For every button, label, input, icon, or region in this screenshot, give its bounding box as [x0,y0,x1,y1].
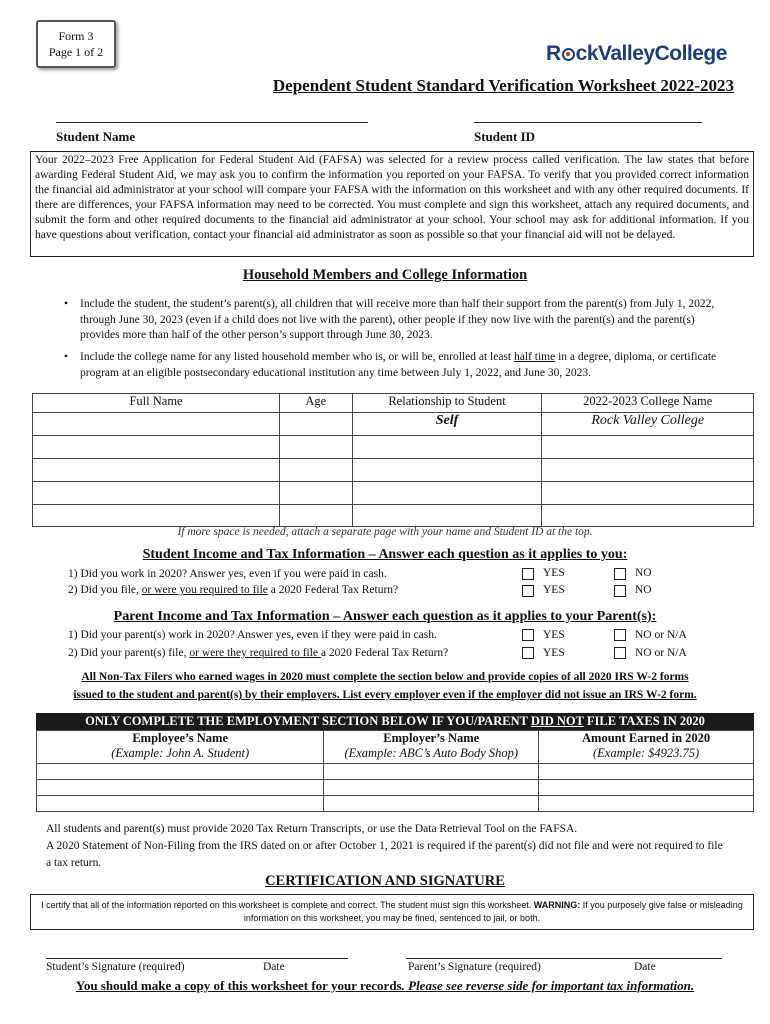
footer-part-1: You should make a copy of this worksheet for your records [75,978,402,993]
relationship-cell[interactable]: Self [352,413,542,436]
table-row [33,505,754,527]
parent-q1-yes-label: YES [543,629,565,641]
bullet-icon: • [64,351,69,363]
employer-name-example: (Example: ABC’s Auto Body Shop) [344,746,519,760]
form-number-box [36,20,116,68]
table-row [33,459,754,482]
bullet-2-half-time: half time [514,351,556,363]
certification-heading: CERTIFICATION AND SIGNATURE [265,873,505,889]
parent-signature-label: Parent’s Signature (required) [408,961,541,973]
student-q2-yes-checkbox[interactable] [522,585,534,597]
household-table [32,393,754,527]
amount-earned-example: (Example: $4923.75) [592,746,700,760]
age-cell[interactable] [280,482,353,505]
student-q1-no-checkbox[interactable] [614,568,626,580]
college-cell[interactable] [542,436,754,459]
cert-text-a: I certify that all of the information reported on this worksheet is complete and correct. The student must sign this worksheet. [41,900,534,910]
age-cell[interactable] [280,505,353,527]
table-row [33,482,754,505]
parent-q1: 1) Did your parent(s) work in 2020? Answer yes, even if they were paid in cash. [68,629,437,641]
college-cell[interactable] [542,482,754,505]
parent-q2-yes-checkbox[interactable] [522,647,534,659]
employee-cell[interactable] [37,780,324,796]
full-name-cell[interactable] [33,413,280,436]
table-row [37,796,754,812]
parent-q2-no-checkbox[interactable] [614,647,626,659]
parent-date-label: Date [634,961,656,973]
full-name-cell[interactable] [33,436,280,459]
student-name-line[interactable] [56,122,368,123]
parent-q1-yes-checkbox[interactable] [522,629,534,641]
student-signature-line[interactable] [46,958,348,959]
employee-name-header: Employee’s Name [132,731,229,745]
form-number: Form 3 [58,29,94,43]
college-cell[interactable] [542,505,754,527]
parent-q2-underlined: or were they required to file [189,647,321,659]
logo-o-icon [562,48,575,61]
bullet-icon: • [64,298,69,310]
household-heading: Household Members and College Information [242,267,528,283]
table-row [33,436,754,459]
employer-name-header: Employer’s Name [383,731,480,745]
col-employee-name [37,731,324,764]
table-row [33,413,754,436]
amount-cell[interactable] [539,780,754,796]
student-q2-no-label: NO [635,584,652,596]
parent-income-heading: Parent Income and Tax Information – Answer each question as it applies to your Parent(s): [113,609,657,624]
student-name-label: Student Name [56,129,136,144]
employment-table [36,730,754,812]
bullet-2-part-a: Include the college name for any listed household member who is, or will be, enrolled at least [80,351,514,363]
student-q2-yes-label: YES [543,584,565,596]
amount-cell[interactable] [539,764,754,780]
parent-signature-line[interactable] [406,958,722,959]
full-name-cell[interactable] [33,482,280,505]
college-cell[interactable]: Rock Valley College [542,413,754,436]
age-cell[interactable] [280,459,353,482]
student-date-label: Date [263,961,285,973]
page-title: Dependent Student Standard Verification Worksheet 2022-2023 [272,76,734,95]
employee-cell[interactable] [37,796,324,812]
college-cell[interactable] [542,459,754,482]
household-bullet-2 [64,350,736,381]
household-bullet-1 [64,297,736,344]
employee-name-example: (Example: John A. Student) [111,746,250,760]
rock-valley-college-logo [546,42,727,66]
cert-text-b: If you purposely give false or misleading information on this worksheet, you may be fined, sentenced to jail, or both. [243,900,743,923]
employee-cell[interactable] [37,764,324,780]
col-full-name: Full Name [33,394,280,413]
logo-text-r: R [546,42,561,65]
parent-q1-no-checkbox[interactable] [614,629,626,641]
relationship-cell[interactable] [352,505,542,527]
transcripts-line-1: All students and parent(s) must provide 2020 Tax Return Transcripts, or use the Data Retrieval Tool on the FAFSA. [46,823,578,835]
age-cell[interactable] [280,436,353,459]
student-q1-no-label: NO [635,567,652,579]
col-college-name: 2022-2023 College Name [542,394,754,413]
student-income-heading: Student Income and Tax Information – Answer each question as it applies to you: [142,547,628,562]
amount-cell[interactable] [539,796,754,812]
student-signature-label: Student’s Signature (required) [46,961,185,973]
full-name-cell[interactable] [33,505,280,527]
student-q2-part-a: 2) Did you file, [68,584,142,596]
relationship-cell[interactable] [352,482,542,505]
col-relationship: Relationship to Student [352,394,542,413]
table-note: If more space is needed, attach a separate page with your name and Student ID at the top. [177,526,593,538]
employment-band [36,713,754,730]
student-q2-no-checkbox[interactable] [614,585,626,597]
footer-note [0,978,770,994]
employer-cell[interactable] [324,764,539,780]
parent-q2-part-b: a 2020 Federal Tax Return? [320,647,449,659]
col-amount-earned [539,731,754,764]
certification-box [30,894,754,930]
footer-part-2: . Please see reverse side for important tax information. [401,978,695,993]
student-q2-part-b: a 2020 Federal Tax Return? [267,584,399,596]
student-q1: 1) Did you work in 2020? Answer yes, even if you were paid in cash. [68,568,387,580]
parent-q2-part-a: 2) Did your parent(s) file, [68,647,190,659]
student-id-label: Student ID [474,129,536,144]
col-employer-name [324,731,539,764]
parent-q2 [68,647,448,659]
band-part-b: FILE TAXES IN 2020 [583,714,705,728]
amount-earned-header: Amount Earned in 2020 [582,731,711,745]
employer-cell[interactable] [324,796,539,812]
cert-warning: WARNING: [533,900,581,910]
table-row [37,780,754,796]
student-q1-yes-checkbox[interactable] [522,568,534,580]
page-number: Page 1 of 2 [48,45,104,59]
parent-q1-no-label: NO or N/A [635,629,687,641]
relationship-cell[interactable] [352,459,542,482]
parent-q2-no-label: NO or N/A [635,647,687,659]
student-id-line[interactable] [474,122,702,123]
logo-text-rest: ckValleyCollege [575,42,727,65]
student-q2 [68,584,398,596]
col-age: Age [280,394,353,413]
bullet-1-text: Include the student, the student’s parent(s), all children that will receive more than half their support from the parent(s) from July 1, 2022, through June 30, 2023 (even if a child does not live with the parent), other people if they now live with the parent(s) and the parent(s) provides more than half of the other person’s support through June 30, 2023. [80,298,715,341]
table-header-row [33,394,754,413]
intro-paragraph: Your 2022–2023 Free Application for Federal Student Aid (FAFSA) was selected for a review process called verification. The law states that before awarding Federal Student Aid, we may ask you to confirm the information you reported on your FAFSA. To verify that you provided correct information the financial aid administrator at your school will compare your FAFSA with the information on this worksheet and with any other required documents. If there are differences, your FAFSA information may need to be corrected. You must complete and sign this worksheet, attach any required documents, and submit the form and other required documents to the financial aid administrator at your school. Your school may ask for additional information. If you have questions about verification, contact your financial aid administrator as soon as possible so that your financial aid will not be delayed. [30,151,754,257]
student-q1-yes-label: YES [543,567,565,579]
table-row [37,764,754,780]
bullet-2-part-b: in a degree, diploma, or certificate program at an eligible postsecondary educational institution any time between July 1, 2022, and June 30, 2023. [80,351,717,379]
nontax-line-1: All Non-Tax Filers who earned wages in 2020 must complete the section below and provide copies of all 2020 IRS W-2 forms [81,671,689,683]
age-cell[interactable] [280,413,353,436]
band-did-not: DID NOT [530,714,584,728]
parent-q2-yes-label: YES [543,647,565,659]
student-q2-underlined: or were you required to file [141,584,268,596]
transcripts-line-2: A 2020 Statement of Non-Filing from the IRS dated on or after October 1, 2021 is required if the parent(s) did not file and were not required to file a tax return. [46,840,723,869]
nontax-line-2: issued to the student and parent(s) by their employers. List every employer even if the employer did not issue an IRS W-2 form. [73,689,697,701]
full-name-cell[interactable] [33,459,280,482]
employment-header-row [37,731,754,764]
bullet-2-text [64,350,736,381]
employer-cell[interactable] [324,780,539,796]
band-part-a: ONLY COMPLETE THE EMPLOYMENT SECTION BELOW IF YOU/PARENT [85,714,531,728]
relationship-cell[interactable] [352,436,542,459]
